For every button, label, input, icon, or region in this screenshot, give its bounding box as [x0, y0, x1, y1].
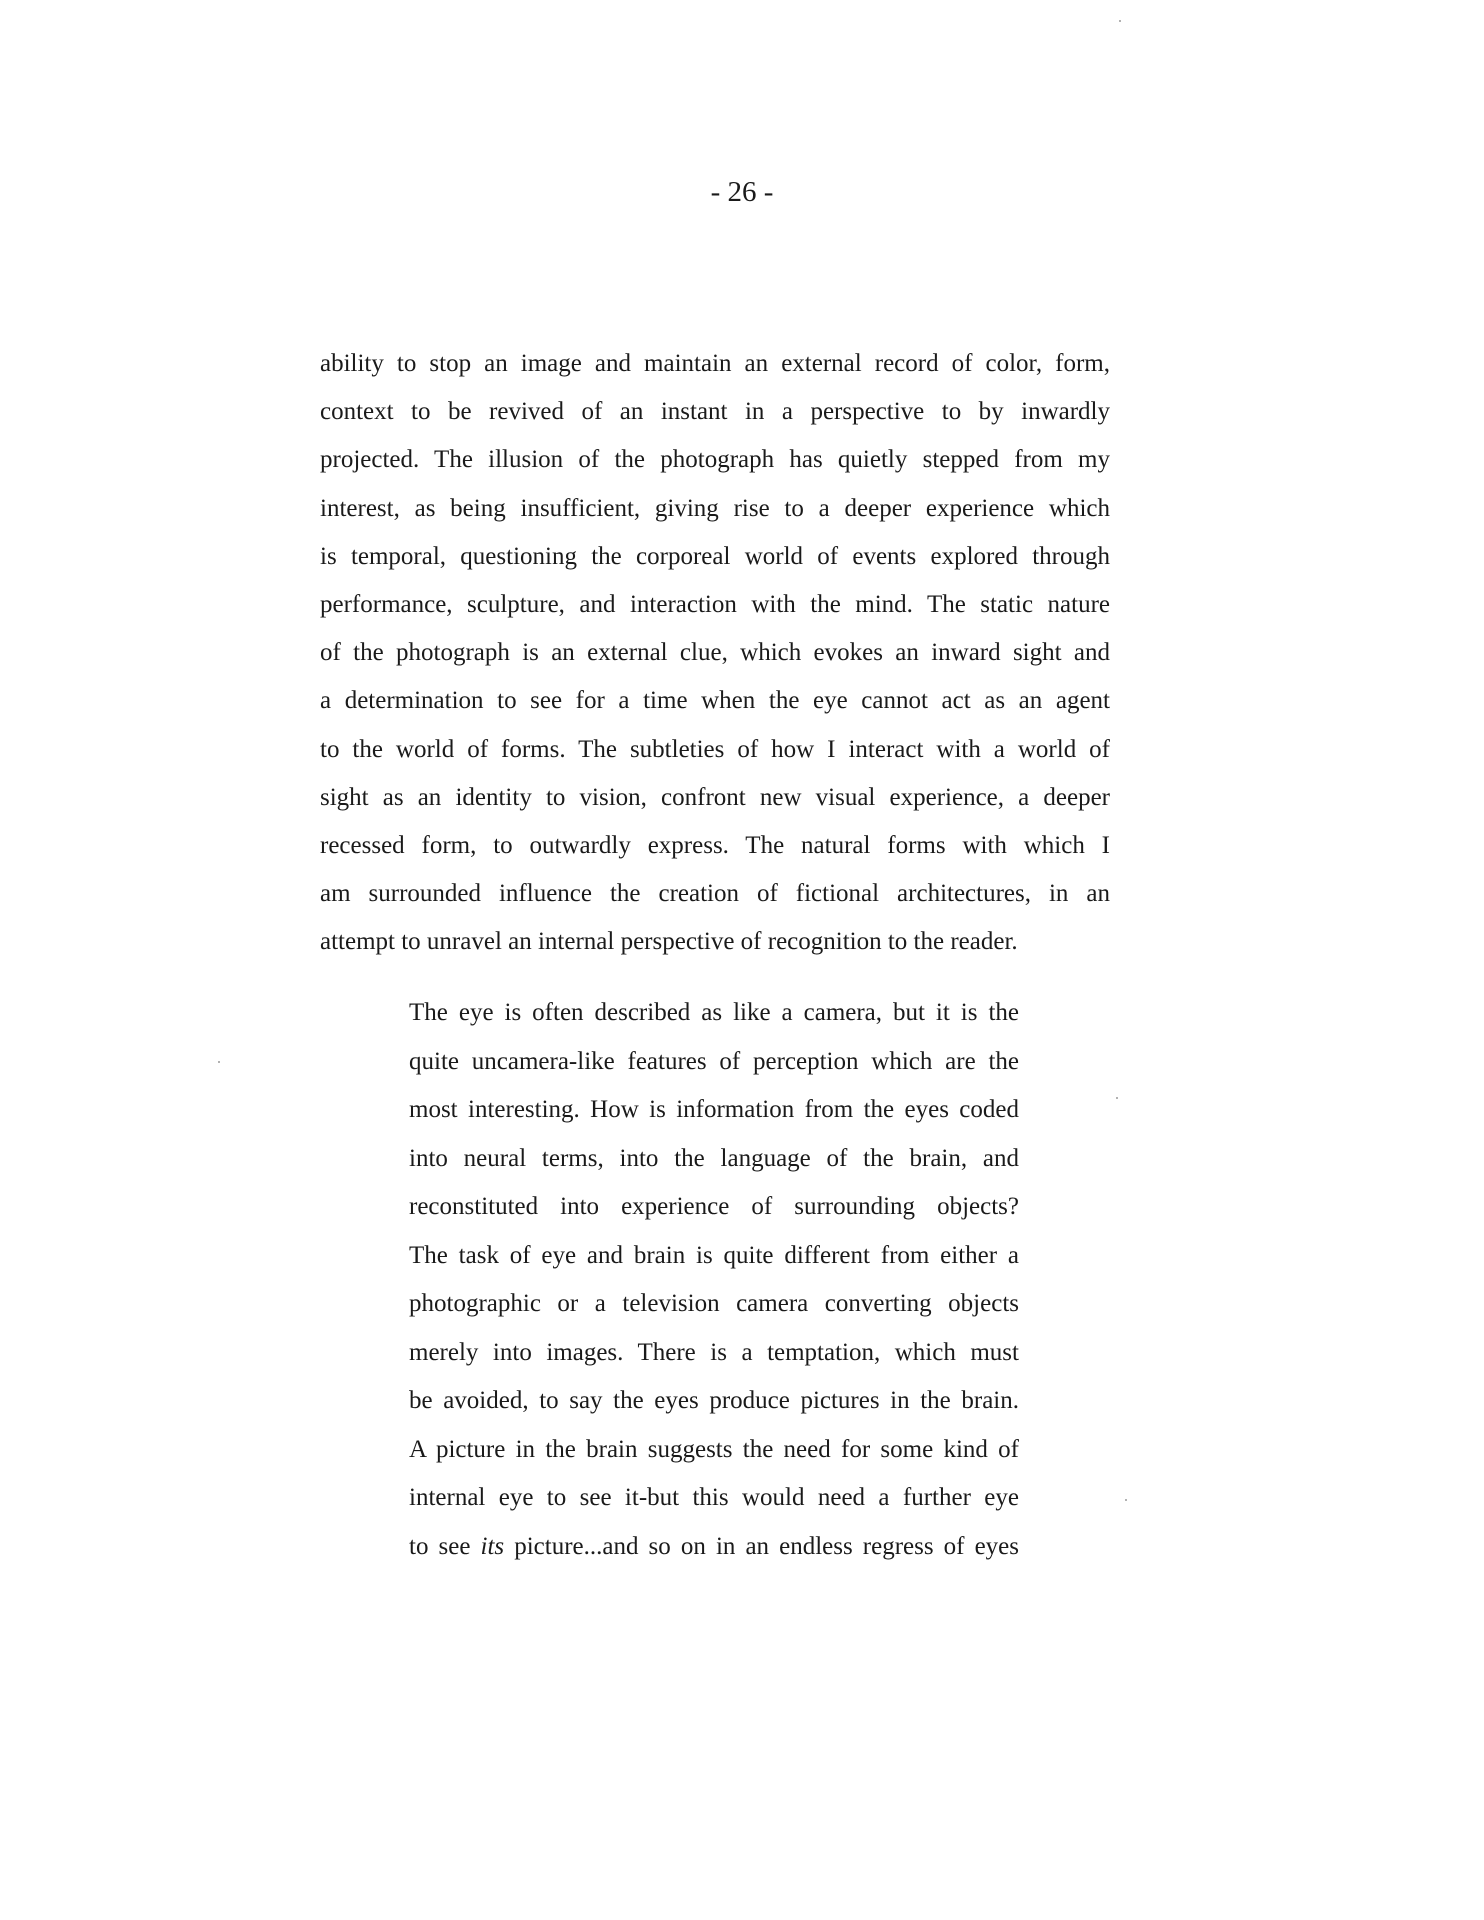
paragraph-line: sight as an identity to vision, confront new visual experience, a deeper	[320, 783, 1110, 811]
scan-speck	[218, 1061, 220, 1063]
quote-line: The eye is often described as like a camera, but it is the	[409, 999, 1019, 1026]
paragraph-line: a determination to see for a time when the eye cannot act as an agent	[320, 687, 1110, 715]
italic-emphasis: its	[480, 1532, 505, 1560]
quote-line: A picture in the brain suggests the need for some kind of	[409, 1435, 1019, 1463]
paragraph-line: is temporal, questioning the corporeal world of events explored through	[320, 542, 1110, 570]
paragraph-line: ability to stop an image and maintain an external record of color, form,	[320, 350, 1110, 377]
quote-line: into neural terms, into the language of the brain, and	[409, 1144, 1019, 1172]
paragraph-line: interest, as being insufficient, giving rise to a deeper experience which	[320, 494, 1110, 522]
scan-speck	[1116, 1097, 1118, 1099]
quote-line: most interesting. How is information from the eyes coded	[409, 1096, 1019, 1123]
paragraph-line: context to be revived of an instant in a perspective to by inwardly	[320, 398, 1110, 426]
paragraph-line: am surrounded influence the creation of fictional architectures, in an	[320, 880, 1110, 908]
quote-line: internal eye to see it-but this would need a further eye	[409, 1484, 1019, 1511]
quote-line: reconstituted into experience of surrounding objects?	[409, 1193, 1019, 1220]
scan-speck	[1119, 20, 1121, 22]
paragraph-line: attempt to unravel an internal perspective of recognition to the reader.	[320, 928, 1018, 956]
scan-speck	[1125, 1499, 1127, 1501]
quote-last-line	[409, 1523, 1019, 1572]
page-number: - 26 -	[710, 176, 774, 208]
quote-line: be avoided, to say the eyes produce pictures in the brain.	[409, 1387, 1019, 1414]
quote-text: to see	[409, 1532, 481, 1560]
paragraph-line: performance, sculpture, and interaction with the mind. The static nature	[320, 591, 1110, 619]
block-quote	[409, 989, 1019, 1571]
paragraph-line: to the world of forms. The subtleties of how I interact with a world of	[320, 735, 1110, 763]
quote-line: photographic or a television camera converting objects	[409, 1290, 1019, 1317]
paragraph-line: projected. The illusion of the photograph has quietly stepped from my	[320, 446, 1110, 474]
paragraph-line: of the photograph is an external clue, which evokes an inward sight and	[320, 639, 1110, 667]
quote-line: The task of eye and brain is quite different from either a	[409, 1241, 1019, 1269]
quote-line: quite uncamera-like features of perception which are the	[409, 1047, 1019, 1075]
paragraph-line: recessed form, to outwardly express. The natural forms with which I	[320, 832, 1110, 860]
body-paragraph	[320, 340, 1110, 967]
quote-text: picture...and so on in an endless regress of eyes	[504, 1532, 1020, 1560]
quote-line: merely into images. There is a temptation, which must	[409, 1338, 1019, 1366]
